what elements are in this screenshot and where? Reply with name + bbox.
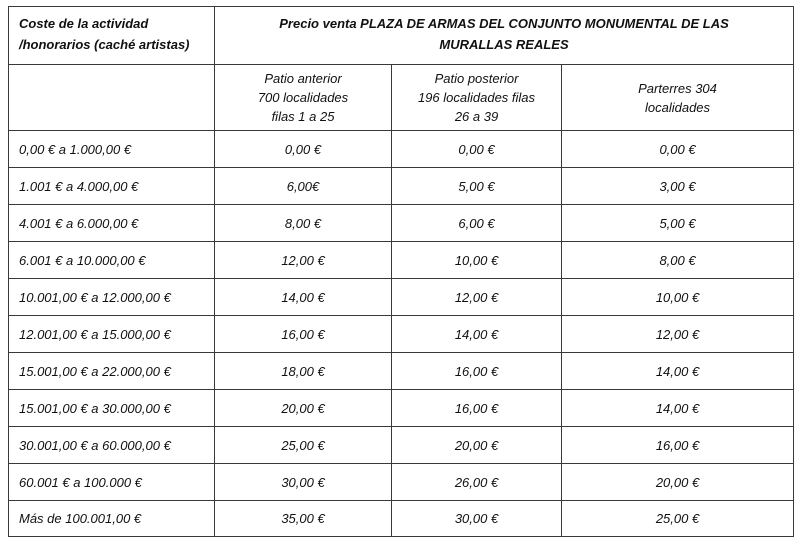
price-patio-anterior-cell: 35,00 € xyxy=(215,501,392,537)
subheader-text: 26 a 39 xyxy=(454,109,499,124)
empty-subheader-cell xyxy=(9,65,215,131)
table-row xyxy=(9,279,794,316)
subheader-parterres xyxy=(562,65,794,131)
subheader-text: localidades xyxy=(644,99,711,115)
cost-column-header xyxy=(9,7,215,65)
price-table-body xyxy=(9,131,794,537)
price-patio-posterior-cell: 0,00 € xyxy=(392,131,562,168)
price-patio-anterior-cell: 6,00€ xyxy=(215,168,392,205)
price-parterres-cell: 20,00 € xyxy=(562,464,794,501)
table-subheader-row xyxy=(9,65,794,131)
price-group-header xyxy=(215,7,794,65)
price-patio-posterior-cell: 20,00 € xyxy=(392,427,562,464)
subheader-patio-posterior xyxy=(392,65,562,131)
price-patio-anterior-cell: 16,00 € xyxy=(215,316,392,353)
subheader-text: Patio posterior xyxy=(434,71,519,86)
table-row xyxy=(9,205,794,242)
price-parterres-cell: 8,00 € xyxy=(562,242,794,279)
price-patio-posterior-cell: 6,00 € xyxy=(392,205,562,242)
price-patio-anterior-cell: 25,00 € xyxy=(215,427,392,464)
table-row xyxy=(9,168,794,205)
cost-range-cell: 6.001 € a 10.000,00 € xyxy=(9,242,215,279)
subheader-text: Parterres 304 xyxy=(638,80,717,96)
table-header-row xyxy=(9,7,794,65)
cost-range-cell: 15.001,00 € a 22.000,00 € xyxy=(9,353,215,390)
cost-header-line-1: Coste de la actividad xyxy=(19,16,149,31)
price-patio-anterior-cell: 30,00 € xyxy=(215,464,392,501)
price-patio-posterior-cell: 16,00 € xyxy=(392,353,562,390)
subheader-text: filas 1 a 25 xyxy=(271,109,335,124)
subheader-text: Patio anterior xyxy=(264,71,342,86)
price-patio-anterior-cell: 18,00 € xyxy=(215,353,392,390)
cost-range-cell: 60.001 € a 100.000 € xyxy=(9,464,215,501)
price-patio-anterior-cell: 20,00 € xyxy=(215,390,392,427)
price-table xyxy=(8,6,794,537)
subheader-text: 196 localidades filas xyxy=(417,90,536,105)
price-header-line-2: MURALLAS REALES xyxy=(439,37,569,52)
price-patio-posterior-cell: 16,00 € xyxy=(392,390,562,427)
subheader-text: 700 localidades xyxy=(257,90,349,105)
price-patio-posterior-cell: 12,00 € xyxy=(392,279,562,316)
price-patio-posterior-cell: 10,00 € xyxy=(392,242,562,279)
table-row xyxy=(9,464,794,501)
price-parterres-cell: 12,00 € xyxy=(562,316,794,353)
cost-range-cell: 1.001 € a 4.000,00 € xyxy=(9,168,215,205)
price-patio-posterior-cell: 30,00 € xyxy=(392,501,562,537)
price-patio-anterior-cell: 12,00 € xyxy=(215,242,392,279)
price-parterres-cell: 14,00 € xyxy=(562,353,794,390)
cost-range-cell: 12.001,00 € a 15.000,00 € xyxy=(9,316,215,353)
cost-range-cell: 0,00 € a 1.000,00 € xyxy=(9,131,215,168)
cost-range-cell: 10.001,00 € a 12.000,00 € xyxy=(9,279,215,316)
price-parterres-cell: 16,00 € xyxy=(562,427,794,464)
price-table-container xyxy=(8,6,793,537)
price-parterres-cell: 10,00 € xyxy=(562,279,794,316)
table-row xyxy=(9,316,794,353)
cost-range-cell: Más de 100.001,00 € xyxy=(9,501,215,537)
table-row xyxy=(9,390,794,427)
table-row xyxy=(9,501,794,537)
price-patio-anterior-cell: 14,00 € xyxy=(215,279,392,316)
cost-range-cell: 15.001,00 € a 30.000,00 € xyxy=(9,390,215,427)
subheader-patio-anterior xyxy=(215,65,392,131)
price-header-line-1: Precio venta PLAZA DE ARMAS DEL CONJUNTO MONUMENTAL DE LAS xyxy=(279,16,729,31)
price-patio-posterior-cell: 14,00 € xyxy=(392,316,562,353)
price-parterres-cell: 25,00 € xyxy=(562,501,794,537)
cost-range-cell: 30.001,00 € a 60.000,00 € xyxy=(9,427,215,464)
table-row xyxy=(9,427,794,464)
price-patio-posterior-cell: 5,00 € xyxy=(392,168,562,205)
table-row xyxy=(9,131,794,168)
cost-range-cell: 4.001 € a 6.000,00 € xyxy=(9,205,215,242)
price-patio-anterior-cell: 0,00 € xyxy=(215,131,392,168)
table-row xyxy=(9,353,794,390)
price-parterres-cell: 0,00 € xyxy=(562,131,794,168)
price-patio-anterior-cell: 8,00 € xyxy=(215,205,392,242)
cost-header-line-2: /honorarios (caché artistas) xyxy=(19,37,190,52)
price-parterres-cell: 5,00 € xyxy=(562,205,794,242)
table-row xyxy=(9,242,794,279)
price-parterres-cell: 14,00 € xyxy=(562,390,794,427)
price-patio-posterior-cell: 26,00 € xyxy=(392,464,562,501)
price-parterres-cell: 3,00 € xyxy=(562,168,794,205)
